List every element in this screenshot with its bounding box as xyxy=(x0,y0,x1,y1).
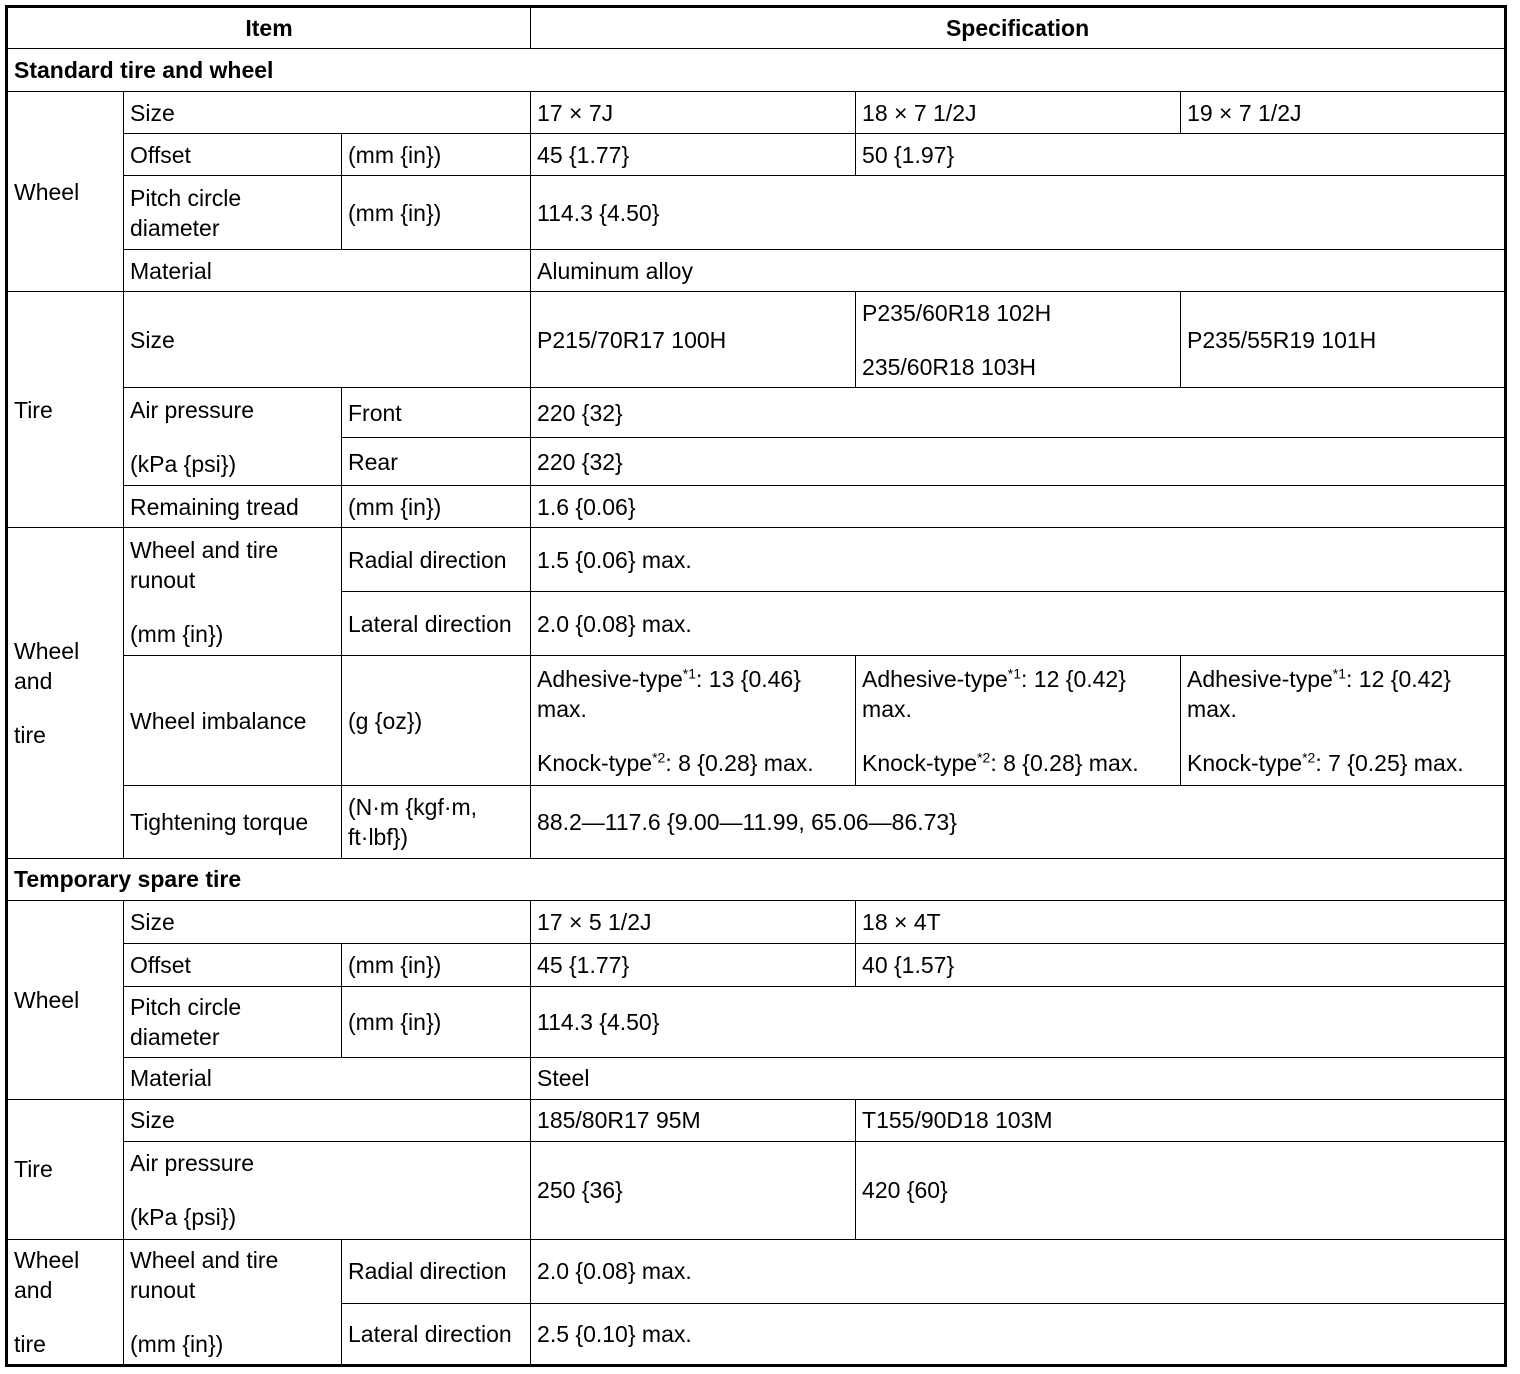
value-line: max. xyxy=(537,695,587,722)
row-label xyxy=(124,1239,342,1365)
row-label-line: runout xyxy=(130,1276,196,1303)
value-line: max. xyxy=(862,695,912,722)
row-label-line: Pitch circle xyxy=(130,184,242,211)
row-label xyxy=(124,528,342,656)
table-row xyxy=(7,943,1506,986)
value-cell: 17 × 5 1/2J xyxy=(531,900,856,943)
value-cell xyxy=(531,656,856,786)
value-line xyxy=(1187,748,1498,778)
value-cell: 18 × 4T xyxy=(856,900,1506,943)
unit-line: ft·lbf}) xyxy=(348,823,409,850)
row-label: Tightening torque xyxy=(124,786,342,858)
row-label: Size xyxy=(124,1099,531,1141)
group-label-line: tire xyxy=(14,1330,46,1357)
value-cell: 1.5 {0.06} max. xyxy=(531,528,1506,592)
knock-label: Knock-type xyxy=(1187,749,1303,776)
table-row xyxy=(7,986,1506,1057)
value-cell: 420 {60} xyxy=(856,1141,1506,1239)
knock-label: Knock-type xyxy=(862,749,978,776)
knock-value: : 7 {0.25} max. xyxy=(1315,749,1464,776)
value-cell: Aluminum alloy xyxy=(531,250,1506,292)
sub-label: Radial direction xyxy=(342,528,531,592)
row-label: Remaining tread xyxy=(124,486,342,528)
group-label-wheel: Wheel xyxy=(7,92,124,292)
row-label-line: diameter xyxy=(130,1023,220,1050)
row-label: Wheel imbalance xyxy=(124,656,342,786)
value-cell: 45 {1.77} xyxy=(531,134,856,176)
value-cell: 50 {1.97} xyxy=(856,134,1506,176)
row-label: Material xyxy=(124,250,531,292)
footnote-ref: *2 xyxy=(652,749,666,766)
section-row xyxy=(7,49,1506,92)
row-label-line: (kPa {psi}) xyxy=(130,1204,237,1231)
group-label-line: Wheel xyxy=(14,1246,80,1273)
table-row xyxy=(7,250,1506,292)
row-label-line: Pitch circle xyxy=(130,993,242,1020)
value-cell: 250 {36} xyxy=(531,1141,856,1239)
footnote-ref: *2 xyxy=(977,749,991,766)
sub-label: Rear xyxy=(342,438,531,486)
sub-label: Radial direction xyxy=(342,1239,531,1303)
adhesive-label: Adhesive-type xyxy=(537,665,683,692)
row-label-line: Wheel and tire xyxy=(130,1246,279,1273)
value-cell xyxy=(1181,656,1506,786)
value-line xyxy=(1187,664,1498,694)
value-line xyxy=(537,748,849,778)
value-line: 235/60R18 103H xyxy=(862,353,1036,380)
row-label-line: Wheel and tire xyxy=(130,536,279,563)
unit-label xyxy=(342,786,531,858)
group-label-tire: Tire xyxy=(7,292,124,528)
group-label-line: and xyxy=(14,1276,53,1303)
sub-label: Front xyxy=(342,388,531,438)
item-header: Item xyxy=(7,7,531,49)
unit-label: (mm {in}) xyxy=(342,134,531,176)
footnote-ref: *1 xyxy=(1007,665,1022,682)
table-row xyxy=(7,656,1506,786)
row-label-line: runout xyxy=(130,566,196,593)
table-row xyxy=(7,134,1506,176)
row-label xyxy=(124,176,342,250)
unit-label: (mm {in}) xyxy=(342,943,531,986)
value-cell: 19 × 7 1/2J xyxy=(1181,92,1506,134)
row-label xyxy=(124,388,342,486)
value-cell: 40 {1.57} xyxy=(856,943,1506,986)
knock-value: : 8 {0.28} max. xyxy=(665,749,814,776)
value-line: max. xyxy=(1187,695,1237,722)
table-row xyxy=(7,176,1506,250)
value-line: P235/60R18 102H xyxy=(862,299,1052,326)
footnote-ref: *2 xyxy=(1302,749,1316,766)
row-label xyxy=(124,1141,531,1239)
value-cell xyxy=(856,292,1181,388)
adhesive-value: : 12 {0.42} xyxy=(1346,665,1451,692)
group-label-wheel: Wheel xyxy=(7,900,124,1099)
value-line xyxy=(862,748,1174,778)
table-row xyxy=(7,388,1506,438)
row-label: Size xyxy=(124,92,531,134)
value-cell: 2.0 {0.08} max. xyxy=(531,1239,1506,1303)
row-label-line: (mm {in}) xyxy=(130,620,224,647)
row-label-line: Air pressure xyxy=(130,1150,254,1177)
unit-label: (mm {in}) xyxy=(342,176,531,250)
row-label: Size xyxy=(124,292,531,388)
row-label-line: diameter xyxy=(130,214,220,241)
value-cell: 220 {32} xyxy=(531,438,1506,486)
row-label: Offset xyxy=(124,134,342,176)
value-line xyxy=(537,664,849,694)
value-cell: 18 × 7 1/2J xyxy=(856,92,1181,134)
value-cell: 185/80R17 95M xyxy=(531,1099,856,1141)
sub-label: Lateral direction xyxy=(342,1303,531,1365)
value-cell: 2.0 {0.08} max. xyxy=(531,592,1506,656)
value-line xyxy=(862,664,1174,694)
value-cell: 45 {1.77} xyxy=(531,943,856,986)
adhesive-value: : 13 {0.46} xyxy=(696,665,801,692)
footnote-ref: *1 xyxy=(682,665,697,682)
section-title-spare: Temporary spare tire xyxy=(7,858,1506,900)
spec-table xyxy=(5,5,1507,1367)
unit-label: (g {oz}) xyxy=(342,656,531,786)
table-row xyxy=(7,1141,1506,1239)
row-label-line: (mm {in}) xyxy=(130,1330,224,1357)
value-cell: 2.5 {0.10} max. xyxy=(531,1303,1506,1365)
value-cell: 114.3 {4.50} xyxy=(531,176,1506,250)
value-cell: Steel xyxy=(531,1057,1506,1099)
group-label-wheel-and-tire xyxy=(7,528,124,858)
row-label-line: (kPa {psi}) xyxy=(130,450,237,477)
row-label: Material xyxy=(124,1057,531,1099)
section-row xyxy=(7,858,1506,900)
row-label: Size xyxy=(124,900,531,943)
section-title-standard: Standard tire and wheel xyxy=(7,49,1506,92)
knock-label: Knock-type xyxy=(537,749,653,776)
value-cell: P235/55R19 101H xyxy=(1181,292,1506,388)
unit-line: (N·m {kgf·m, xyxy=(348,793,478,820)
unit-label: (mm {in}) xyxy=(342,986,531,1057)
adhesive-label: Adhesive-type xyxy=(1187,665,1333,692)
value-cell: 114.3 {4.50} xyxy=(531,986,1506,1057)
value-cell: 17 × 7J xyxy=(531,92,856,134)
header-row xyxy=(7,7,1506,49)
table-row xyxy=(7,292,1506,388)
table-row xyxy=(7,1057,1506,1099)
row-label: Offset xyxy=(124,943,342,986)
value-cell: 88.2—117.6 {9.00—11.99, 65.06—86.73} xyxy=(531,786,1506,858)
adhesive-label: Adhesive-type xyxy=(862,665,1008,692)
table-row xyxy=(7,1099,1506,1141)
table-row xyxy=(7,92,1506,134)
table-row xyxy=(7,486,1506,528)
group-label-wheel-and-tire xyxy=(7,1239,124,1365)
unit-label: (mm {in}) xyxy=(342,486,531,528)
value-cell xyxy=(856,656,1181,786)
specification-header: Specification xyxy=(531,7,1506,49)
knock-value: : 8 {0.28} max. xyxy=(990,749,1139,776)
table-row xyxy=(7,528,1506,592)
group-label-tire: Tire xyxy=(7,1099,124,1239)
row-label xyxy=(124,986,342,1057)
value-cell: T155/90D18 103M xyxy=(856,1099,1506,1141)
row-label-line: Air pressure xyxy=(130,396,254,423)
table-row xyxy=(7,786,1506,858)
table-row xyxy=(7,1239,1506,1303)
group-label-line: and xyxy=(14,667,53,694)
value-cell: P215/70R17 100H xyxy=(531,292,856,388)
table-row xyxy=(7,900,1506,943)
adhesive-value: : 12 {0.42} xyxy=(1021,665,1126,692)
value-cell: 1.6 {0.06} xyxy=(531,486,1506,528)
footnote-ref: *1 xyxy=(1332,665,1347,682)
group-label-line: Wheel xyxy=(14,637,80,664)
group-label-line: tire xyxy=(14,721,46,748)
sub-label: Lateral direction xyxy=(342,592,531,656)
value-cell: 220 {32} xyxy=(531,388,1506,438)
